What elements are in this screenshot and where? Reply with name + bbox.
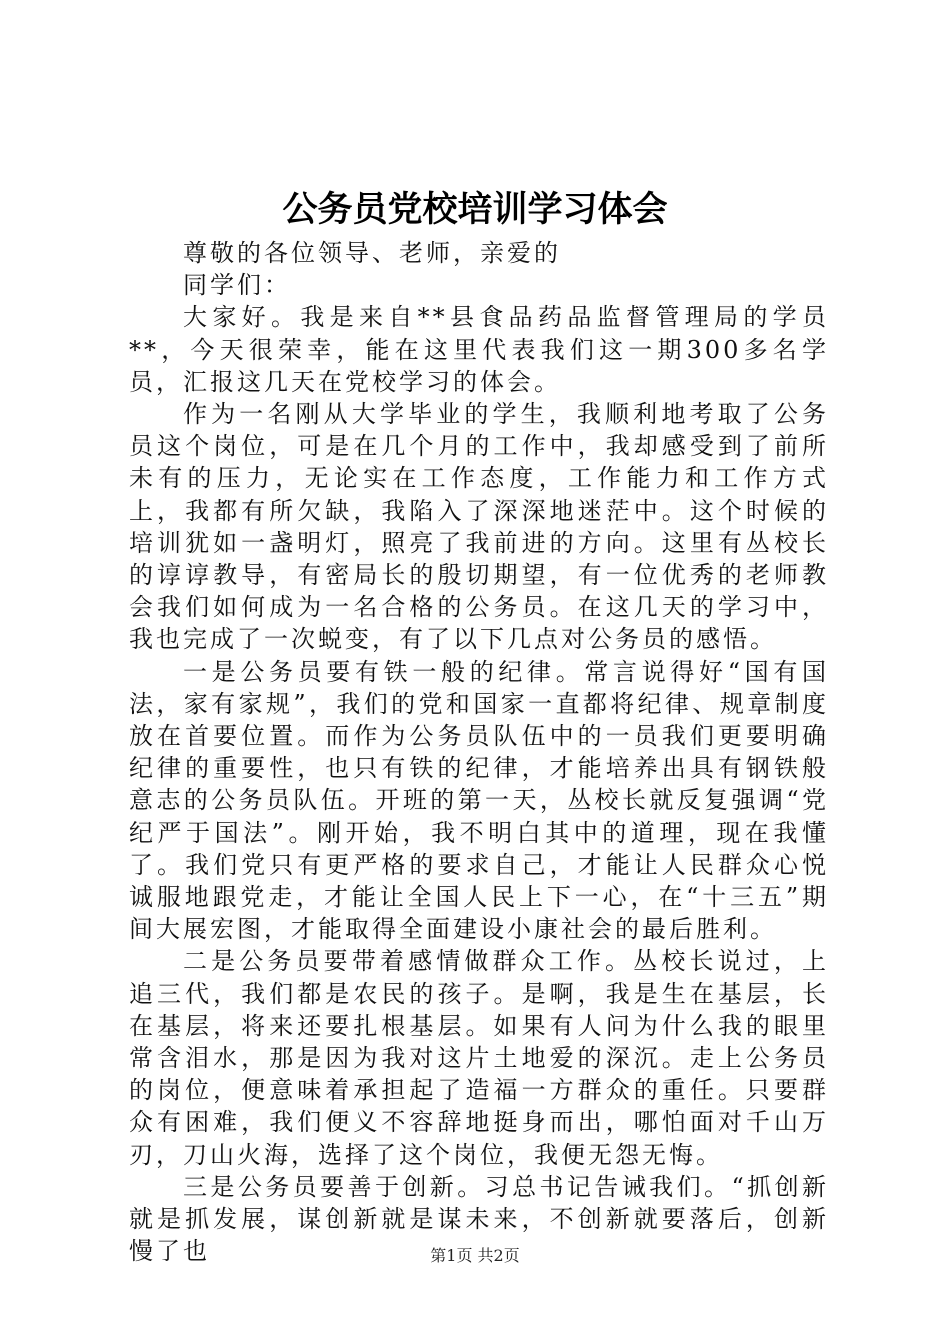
paragraph-point-two: 二是公务员要带着感情做群众工作。丛校长说过，上追三代，我们都是农民的孩子。是啊，我是生在基层，长在基层，将来还要扎根基层。如果有人问为什么我的眼里常含泪水，那是因为我对这片土地爱的深沉。走上公务员的岗位，便意味着承担起了造福一方群众的重任。只要群众有困难，我们便义不容辞地挺身而出，哪怕面对千山万刃，刀山火海，选择了这个岗位，我便无怨无悔。 (129, 947, 829, 1169)
page-number-footer: 第1页 共2页 (430, 1246, 520, 1265)
salutation-line-1: 尊敬的各位领导、老师，亲爱的 (183, 239, 561, 267)
paragraph-background: 作为一名刚从大学毕业的学生，我顺利地考取了公务员这个岗位，可是在几个月的工作中，我却感受到了前所未有的压力，无论实在工作态度，工作能力和工作方式上，我都有所欠缺，我陷入了深深地迷茫中。这个时候的培训犹如一盏明灯，照亮了我前进的方向。这里有丛校长的谆谆教导，有密局长的殷切期望，有一位优秀的老师教会我们如何成为一名合格的公务员。在这几天的学习中，我也完成了一次蜕变，有了以下几点对公务员的感悟。 (129, 400, 829, 654)
paragraph-intro: 大家好。我是来自**县食品药品监督管理局的学员**，今天很荣幸，能在这里代表我们这一期300多名学员，汇报这几天在党校学习的体会。 (129, 303, 829, 396)
paragraph-point-three: 三是公务员要善于创新。习总书记告诫我们。“抓创新就是抓发展，谋创新就是谋未来，不创新就要落后，创新慢了也 (129, 1172, 829, 1266)
document-title: 公务员党校培训学习体会 (282, 189, 668, 230)
salutation-line-2: 同学们： (183, 271, 291, 300)
paragraph-point-one: 一是公务员要有铁一般的纪律。常言说得好“国有国法，家有家规”，我们的党和国家一直都将纪律、规章制度放在首要位置。而作为公务员队伍中的一员我们更要明确纪律的重要性，也只有铁的纪律，才能培养出具有钢铁般意志的公务员队伍。开班的第一天，丛校长就反复强调“党纪严于国法”。刚开始，我不明白其中的道理，现在我懂了。我们党只有更严格的要求自己，才能让人民群众心悦诚服地跟党走，才能让全国人民上下一心，在“十三五”期间大展宏图，才能取得全面建设小康社会的最后胜利。 (129, 657, 829, 944)
document-body (129, 237, 829, 1268)
